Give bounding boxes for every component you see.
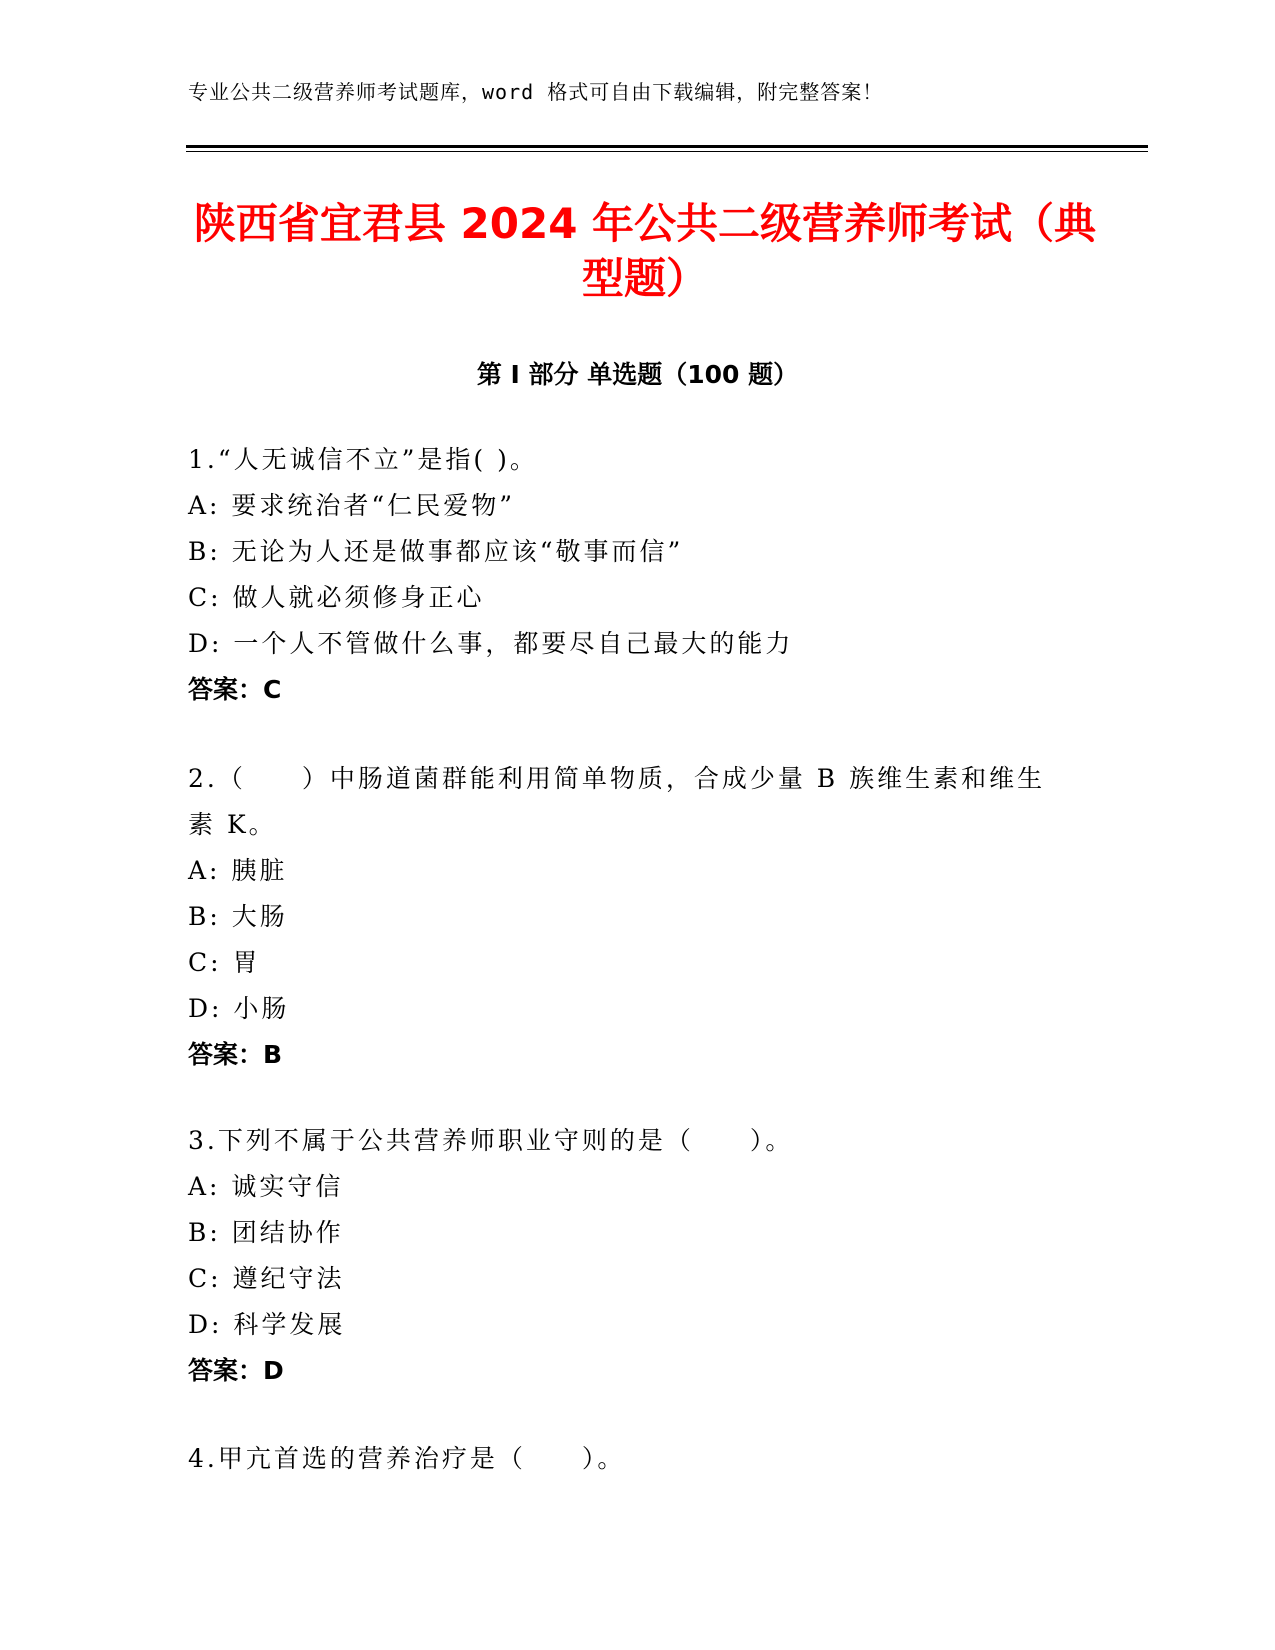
question-3 [188,1118,1068,1394]
option-b: B: 大肠 [188,902,288,931]
answer: 答案：D [188,1356,284,1385]
option-d: D: 小肠 [188,994,290,1023]
option-b: B: 无论为人还是做事都应该“敬事而信” [188,537,684,566]
answer: 答案：B [188,1040,283,1069]
question-2 [188,756,1068,1078]
document-title: 陕西省宜君县 2024 年公共二级营养师考试（典型题） [193,199,1097,303]
question-1 [188,437,1068,713]
question-stem: 1.“人无诚信不立”是指( )。 [188,445,538,474]
answer: 答案：C [188,675,282,704]
question-stem: 2.（ ）中肠道菌群能利用简单物质，合成少量 B 族维生素和维生素 K。 [188,764,1046,839]
option-a: A: 诚实守信 [188,1172,344,1201]
option-c: C: 胃 [188,948,261,977]
option-c: C: 遵纪守法 [188,1264,345,1293]
question-4 [188,1436,1068,1482]
option-c: C: 做人就必须修身正心 [188,583,485,612]
option-d: D: 科学发展 [188,1310,346,1339]
header-note: 专业公共二级营养师考试题库，word 格式可自由下载编辑，附完整答案！ [188,80,884,104]
option-a: A: 要求统治者“仁民爱物” [188,491,515,520]
option-b: B: 团结协作 [188,1218,344,1247]
question-stem: 4.甲亢首选的营养治疗是（ ）。 [188,1444,626,1473]
section-title: 第 I 部分 单选题（100 题） [476,360,799,389]
question-stem: 3.下列不属于公共营养师职业守则的是（ ）。 [188,1126,794,1155]
header-rule-thin [186,151,1148,152]
header-rule-thick [186,145,1148,148]
option-a: A: 胰脏 [188,856,288,885]
option-d: D: 一个人不管做什么事，都要尽自己最大的能力 [188,629,794,658]
